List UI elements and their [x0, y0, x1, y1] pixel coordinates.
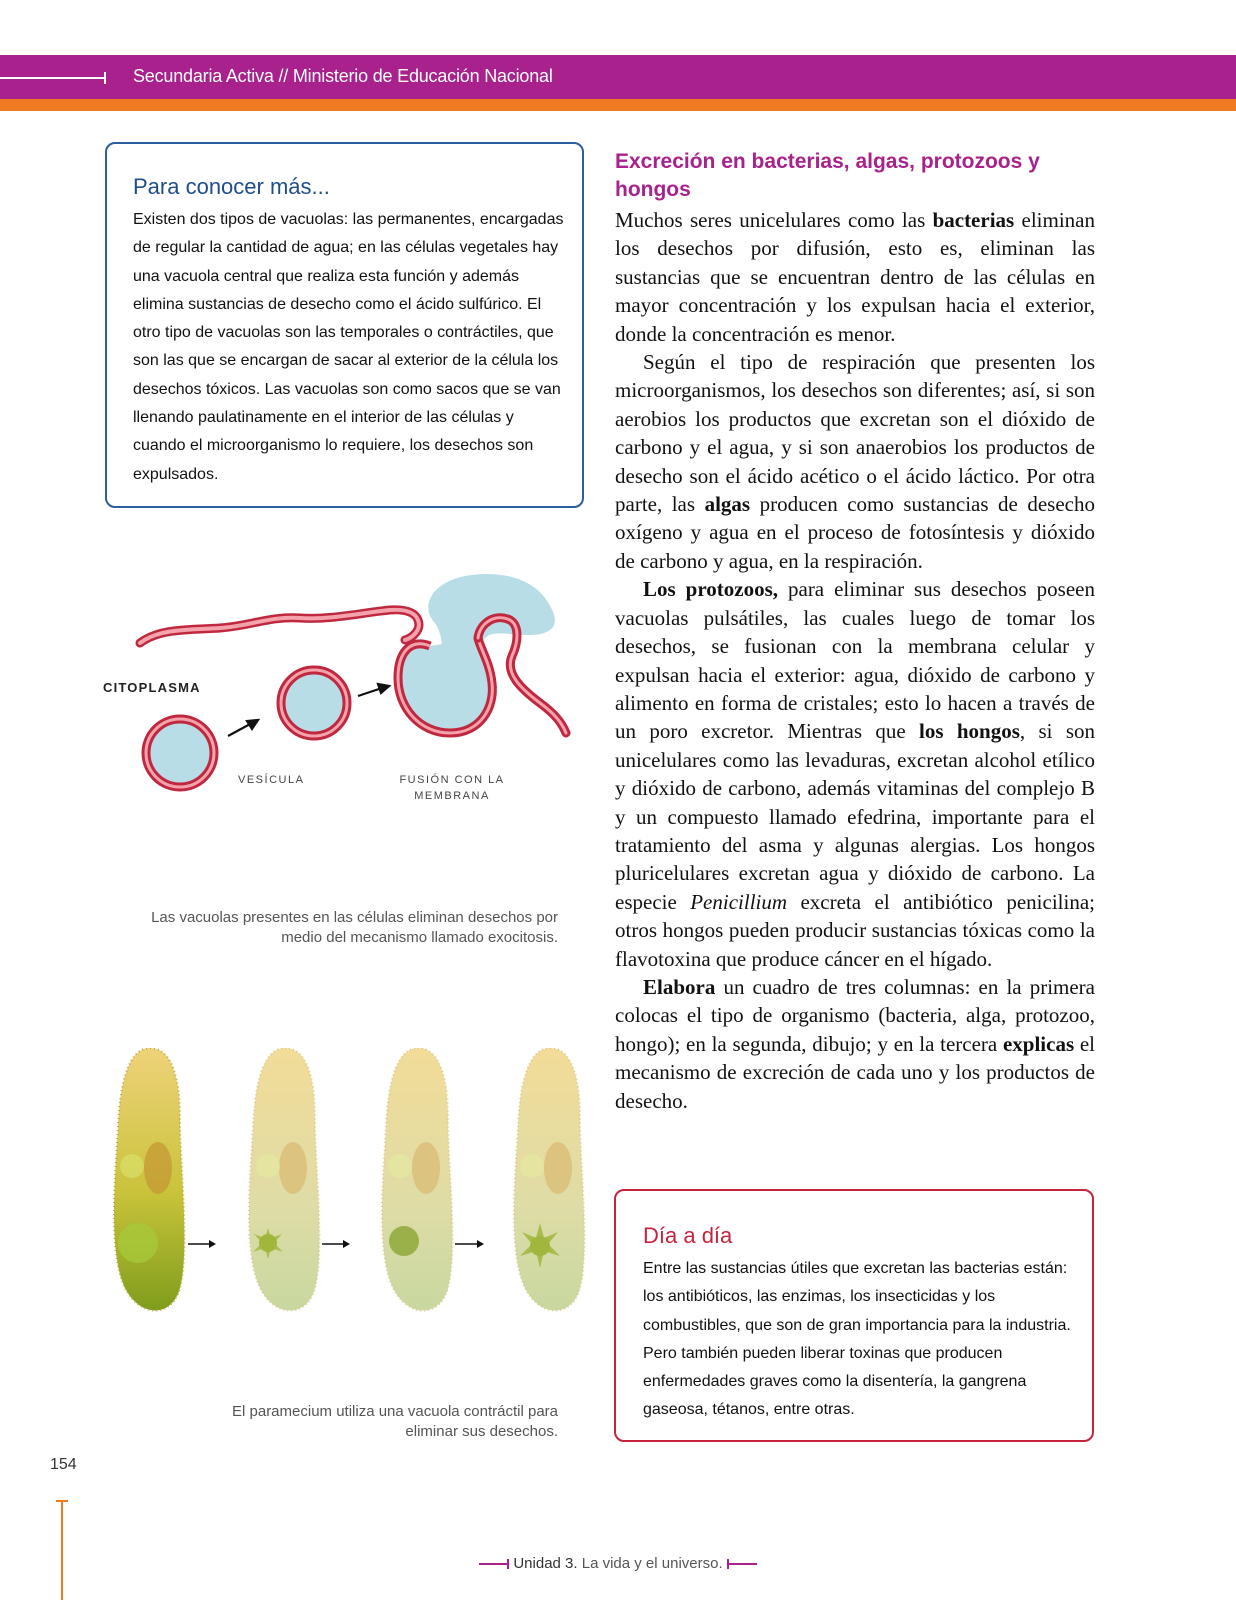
figure1-caption: Las vacuolas presentes en las células eliminan desechos por medio del mecanismo llamado exocitosis.	[151, 909, 558, 946]
article-paragraph-3: Los protozoos, para eliminar sus desechos poseen vacuolas pulsátiles, las cuales luego de tomar los desechos, se fusionan con la membrana celular y expulsan hacia el exterior: agua, dióxido de carbono y alimento en forma de cristales; esto lo hacen a través de un poro excretor. Mientras que los hongos, si son unicelulares como las levaduras, excretan alcohol etílico y dióxido de carbono, además vitaminas del complejo B y un compuesto llamado efedrina, importante para el tratamiento del asma y algunas alergias. Los hongos pluricelulares excretan agua y dióxido de carbono. La especie Penicillium excreta el antibiótico penicilina; otros hongos pueden producir sustancias tóxicas como la flavotoxina que produce cáncer en el hígado.	[615, 577, 1095, 971]
label-fusion-line1: FUSIÓN CON LA	[399, 774, 505, 786]
figure2-caption: El paramecium utiliza una vacuola contráctil para eliminar sus desechos.	[232, 1403, 558, 1440]
label-citoplasma: CITOPLASMA	[103, 680, 201, 695]
footer-rule-tick	[507, 1559, 509, 1569]
contractile-vacuole-icon	[389, 1226, 419, 1256]
header-title: Secundaria Activa // Ministerio de Educación Nacional	[133, 66, 553, 86]
arrow-icon	[358, 684, 389, 696]
footer-unit: Unidad 3.	[513, 1555, 578, 1572]
cell-membrane	[140, 610, 419, 643]
arrow-icon	[228, 720, 258, 736]
day-box-title: Día a día	[643, 1223, 733, 1248]
day-box-text: Entre las sustancias útiles que excretan las bacterias están: los antibióticos, las enzimas, los insecticidas y los combustibles, que son de gran importancia para la industria. Pero también pueden liberar toxinas que producen enfermedades graves como la disentería, la gangrena gaseosa, tétanos, entre otras.	[643, 1260, 1071, 1419]
info-box-title: Para conocer más...	[133, 174, 330, 199]
paramecium-stage-3	[382, 1048, 452, 1311]
article-body	[615, 206, 1095, 1115]
arrow-icon	[322, 1240, 350, 1248]
page-number: 154	[50, 1456, 77, 1473]
info-box-dia-a-dia	[614, 1189, 1094, 1442]
arrow-icon	[188, 1240, 216, 1248]
footer-subtitle: La vida y el universo.	[577, 1555, 723, 1572]
footer	[0, 1555, 1236, 1572]
info-box-text: Existen dos tipos de vacuolas: las permanentes, encargadas de regular la cantidad de agua; en las células vegetales hay una vacuola central que realiza esta función y además elimina sustancias de desecho como el ácido sulfúrico. El otro tipo de vacuolas son las temporales o contráctiles, que son las que se encargan de sacar al exterior de la célula los desechos tóxicos. Las vacuolas son como sacos que se van llenando paulatinamente en el interior de las células y cuando el microorganismo lo requiere, los desechos son expulsados.	[133, 211, 564, 483]
footer-rule-left	[479, 1563, 507, 1565]
exocytosis-diagram	[100, 568, 590, 828]
article-title: Excreción en bacterias, algas, protozoos y hongos	[615, 150, 1040, 201]
info-box-para-conocer-mas	[105, 142, 584, 508]
header-accent-stripe	[0, 99, 1236, 111]
arrow-icon	[455, 1240, 484, 1248]
header-rule-tick	[104, 72, 106, 84]
footer-rule-right	[729, 1563, 757, 1565]
header-rule	[0, 77, 106, 79]
paramecium-diagram	[100, 1048, 590, 1348]
label-vesicula: VESÍCULA	[238, 774, 305, 786]
paramecium-stage-4	[514, 1048, 584, 1311]
label-fusion-line2: MEMBRANA	[414, 790, 490, 802]
page-margin-line	[61, 1500, 63, 1600]
paramecium-stage-1	[114, 1048, 184, 1311]
article-paragraph-4: Elabora un cuadro de tres columnas: en la primera colocas el tipo de organismo (bacteria, alga, protozoo, hongo); en la segunda, dibujo; y en la tercera explicas el mecanismo de excreción de cada uno y los productos de desecho.	[615, 974, 1096, 1113]
fusing-vesicle	[398, 638, 492, 733]
paramecium-stage-2	[249, 1048, 319, 1311]
article-paragraph-1: Muchos seres unicelulares como las bacterias eliminan los desechos por difusión, esto es, eliminan las sustancias que se encuentran dentro de las células en mayor concentración y los expulsan hacia el exterior, donde la concentración es menor.	[615, 208, 1095, 346]
article-paragraph-2: Según el tipo de respiración que presenten los microorganismos, los desechos son diferentes; así, si son aerobios los productos que excretan son el dióxido de carbono y el agua, y si son anaerobios los productos de desecho son el ácido acético o el ácido láctico. Por otra parte, las algas producen como sustancias de desecho oxígeno y agua en el proceso de fotosíntesis y dióxido de carbono y agua, en la respiración.	[615, 350, 1095, 573]
